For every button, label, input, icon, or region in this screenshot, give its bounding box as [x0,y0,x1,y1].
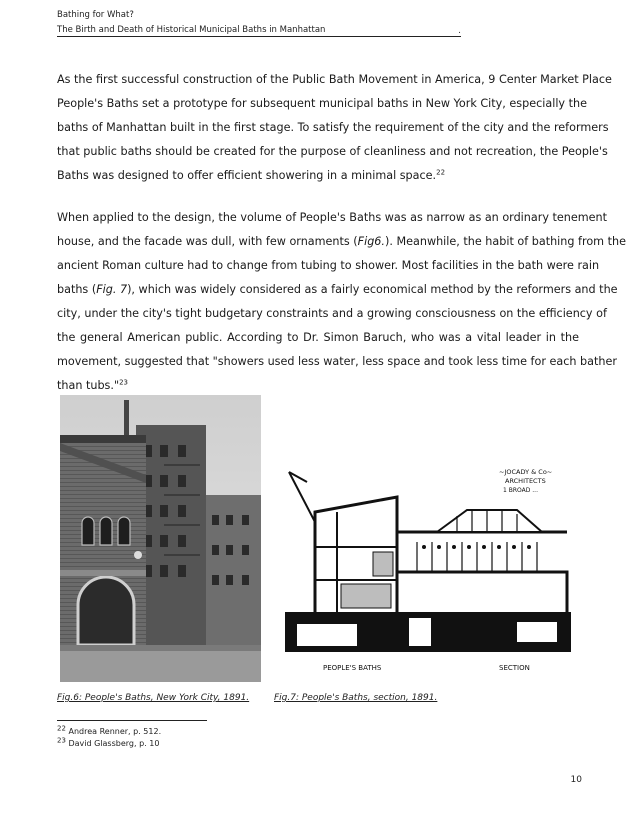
footnote-ref-22: 22 [436,168,446,177]
running-header-end: . [458,26,461,36]
section-label: SECTION [499,664,530,672]
text-run: ), which was widely considered as a fairly economical method by the reformers and the [127,283,618,296]
running-header-title: Bathing for What? [57,10,134,20]
text-run: ). Meanwhile, the habit of bathing from the [384,235,626,248]
running-header-subtitle-text: The Birth and Death of Historical Municipal Baths in Manhattan [57,25,326,35]
paragraph-2-line: ancient Roman culture had to change from tubing to shower. Most facilities in the bath were rain [57,259,600,272]
paragraph-2-line: the general American public. According to Dr. Simon Baruch, who was a vital leader in the [57,331,579,344]
paragraph-2-line: city, under the city's tight budgetary constraints and a growing consciousness on the efficiency of [57,307,607,320]
footnote-text: Andrea Renner, p. 512. [68,727,162,736]
footnote-number: 23 [57,736,66,745]
figure-ref-6: Fig6. [357,235,385,248]
paragraph-1-line: baths of Manhattan built in the first stage. To satisfy the requirement of the city and the reformers [57,121,609,134]
paragraph-1-line: People's Baths set a prototype for subsequent municipal baths in New York City, especially the [57,97,587,110]
fig7-section-drawing [277,452,581,682]
footnote-divider [57,720,207,721]
text-run: than tubs." [57,379,120,392]
paragraph-2 [57,206,626,398]
footnote-text: David Glassberg, p. 10 [68,739,160,748]
architect-label: ~JOCADY & Co~ [499,468,553,476]
paragraph-2-line [57,230,626,254]
footnote-ref-23: 23 [119,378,129,387]
fig6-photo [60,395,261,682]
footnote-23 [57,736,160,748]
fig6-caption: Fig.6: People's Baths, New York City, 1891. [57,693,250,703]
paragraph-1 [57,68,612,188]
fig7-caption: Fig.7: People's Baths, section, 1891. [274,693,438,703]
paragraph-2-line: movement, suggested that "showers used less water, less space and took less time for each bather [57,355,617,368]
drawing-title-label: PEOPLE'S BATHS [323,664,382,672]
paragraph-1-line-text: Baths was designed to offer efficient showering in a minimal space. [57,169,437,182]
paragraph-2-line: When applied to the design, the volume of People's Baths was as narrow as an ordinary tenement [57,211,608,224]
paragraph-1-line: As the first successful construction of the Public Bath Movement in America, 9 Center Market Place [57,73,612,86]
text-run: house, and the facade was dull, with few ornaments ( [57,235,358,248]
running-header-subtitle [57,25,461,37]
footnote-22 [57,724,162,736]
architect-label-2: ARCHITECTS [505,477,546,485]
page-number: 10 [570,775,582,785]
text-run: baths ( [57,283,97,296]
paragraph-1-line: that public baths should be created for the purpose of cleanliness and not recreation, the People's [57,145,608,158]
footnote-number: 22 [57,724,66,733]
figure-ref-7: Fig. 7 [96,283,128,296]
address-label: 1 BROAD ... [503,487,538,494]
paragraph-2-line [57,278,618,302]
paragraph-1-line [57,164,579,188]
